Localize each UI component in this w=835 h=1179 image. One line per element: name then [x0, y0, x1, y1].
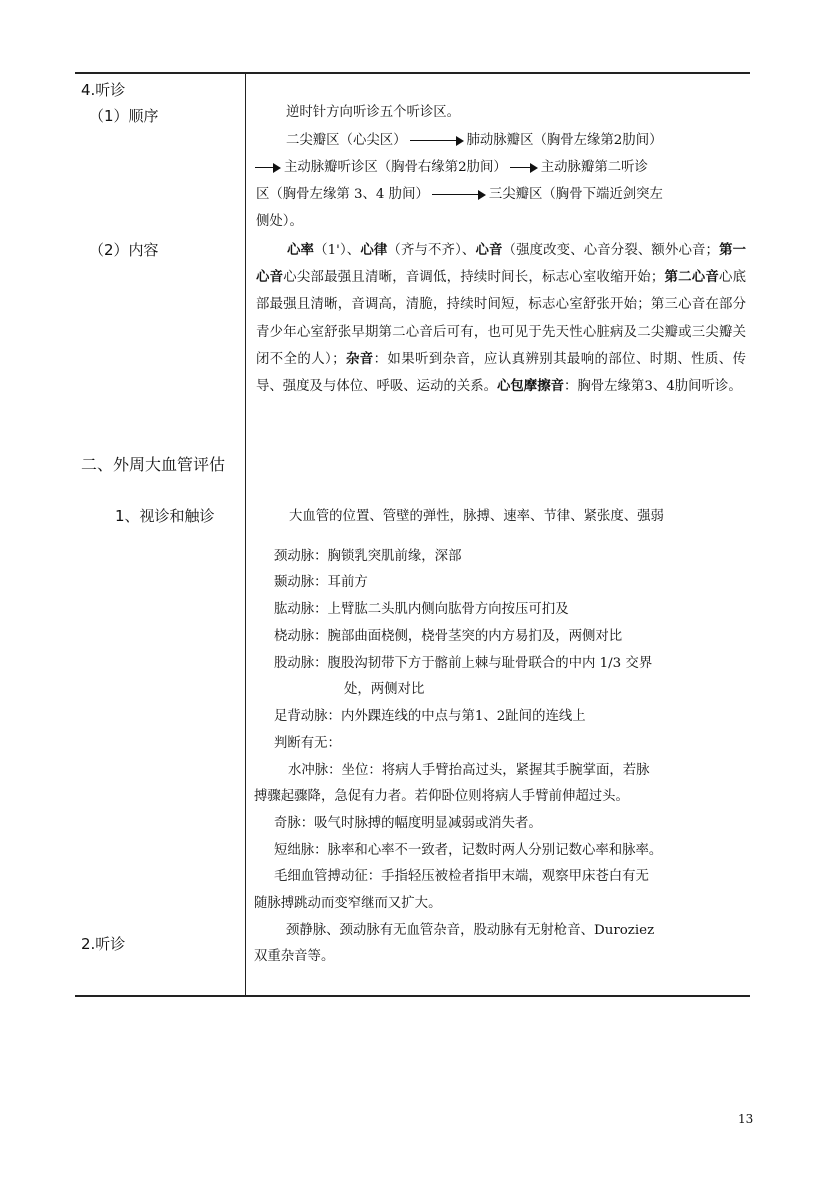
order-line-3 [252, 157, 742, 180]
aortic-second-area: 主动脉瓣第二听诊 [540, 160, 648, 175]
order-line-5: 侧处）。 [256, 214, 303, 229]
page-number: 13 [738, 1112, 754, 1126]
pulmonary-area: 肺动脉瓣区（胸骨左缘第2肋间） [466, 133, 663, 148]
vessel-intro: 大血管的位置、管壁的弹性，脉搏、速率、节律、紧张度、强弱 [289, 509, 664, 524]
water-hammer-pulse-cont: 搏骤起骤降，急促有力者。若仰卧位则将病人手臂前伸超过头。 [254, 789, 629, 804]
arrow-icon [255, 163, 281, 173]
second-heart-sound-term: 第二心音 [664, 269, 720, 286]
aortic-area: 主动脉瓣听诊区（胸骨右缘第2肋间） [284, 160, 507, 175]
radial-artery: 桡动脉：腕部曲面桡侧，桡骨茎突的内方易扪及，两侧对比 [274, 629, 623, 644]
heart-rhythm-term: 心律 [360, 242, 388, 258]
content-table [75, 72, 750, 997]
vessel-bruit-cont: 双重杂音等。 [254, 949, 335, 964]
water-hammer-pulse: 水冲脉：坐位：将病人手臂抬高过头，紧握其手腕掌面，若脉 [288, 763, 650, 778]
paradoxical-pulse: 奇脉：吸气时脉搏的幅度明显减弱或消失者。 [274, 816, 542, 831]
arrow-icon [410, 136, 464, 146]
label-content: （2）内容 [89, 241, 159, 259]
heart-rate-term: 心率 [287, 242, 315, 258]
tricuspid-area: 三尖瓣区（胸骨下端近剑突左 [488, 187, 663, 202]
label-vessel-auscultation: 2.听诊 [81, 935, 126, 953]
carotid-artery: 颈动脉：胸锁乳突肌前缘，深部 [274, 549, 462, 564]
brachial-artery: 肱动脉：上臂肱二头肌内侧向肱骨方向按压可扪及 [274, 602, 569, 617]
femoral-artery: 股动脉：腹股沟韧带下方于髂前上棘与耻骨联合的中内 1/3 交界 [274, 656, 653, 671]
label-order: （1）顺序 [89, 107, 159, 125]
aortic-second-area-location: 区（胸骨左缘第 3、4 肋间） [256, 187, 429, 202]
arrow-icon [432, 190, 486, 200]
pulse-deficit: 短绌脉：脉率和心率不一致者，记数时两人分别记数心率和脉率。 [274, 843, 663, 858]
judge-heading: 判断有无： [274, 736, 341, 751]
mitral-area: 二尖瓣区（心尖区） [286, 133, 407, 148]
vessel-bruit: 颈静脉、颈动脉有无血管杂音，股动脉有无射枪音、Duroziez [286, 923, 655, 938]
temporal-artery: 颞动脉：耳前方 [274, 575, 368, 590]
label-peripheral-vessels: 二、外周大血管评估 [81, 455, 226, 474]
capillary-pulsation: 毛细血管搏动征：手指轻压被检者指甲末端，观察甲床苍白有无 [274, 869, 649, 884]
heart-sound-term: 心音 [475, 242, 503, 258]
murmur-term: 杂音 [345, 350, 374, 367]
order-line-4 [256, 184, 746, 207]
arrow-icon [510, 163, 538, 173]
femoral-artery-cont: 处，两侧对比 [344, 682, 425, 697]
dorsalis-pedis-artery: 足背动脉：内外踝连线的中点与第1、2趾间的连线上 [274, 709, 586, 724]
order-line-1: 逆时针方向听诊五个听诊区。 [286, 105, 461, 120]
pericardial-rub-term: 心包摩擦音 [497, 378, 564, 395]
content-paragraph: 心率（1'）、心律（齐与不齐）、心音（强度改变、心音分裂、额外心音；第一心音心尖部最强且清晰，音调低，持续时间长，标志心室收缩开始；第二心音心底部最强且清晰，音调高，清脆，持续时间短，标志心室舒张开始；第三心音在部分青少年心室舒张早期第二心音后可有，也可见于先天性心脏病及二尖瓣或三尖瓣关闭不全的人）；杂音：如果听到杂音，应认真辨别其最响的部位、时期、性质、传导、强度及与体位、呼吸、运动的关系。心包摩擦音：胸骨左缘第3、4肋间听诊。 [256, 242, 747, 395]
first-heart-sound-term: 第一心音 [256, 242, 747, 286]
label-inspection-palpation: 1、视诊和触诊 [115, 507, 215, 525]
capillary-pulsation-cont: 随脉搏跳动而变窄继而又扩大。 [254, 896, 442, 911]
order-line-2 [286, 130, 776, 153]
column-divider [245, 74, 246, 995]
label-auscultation-heading: 4.听诊 [81, 81, 126, 99]
